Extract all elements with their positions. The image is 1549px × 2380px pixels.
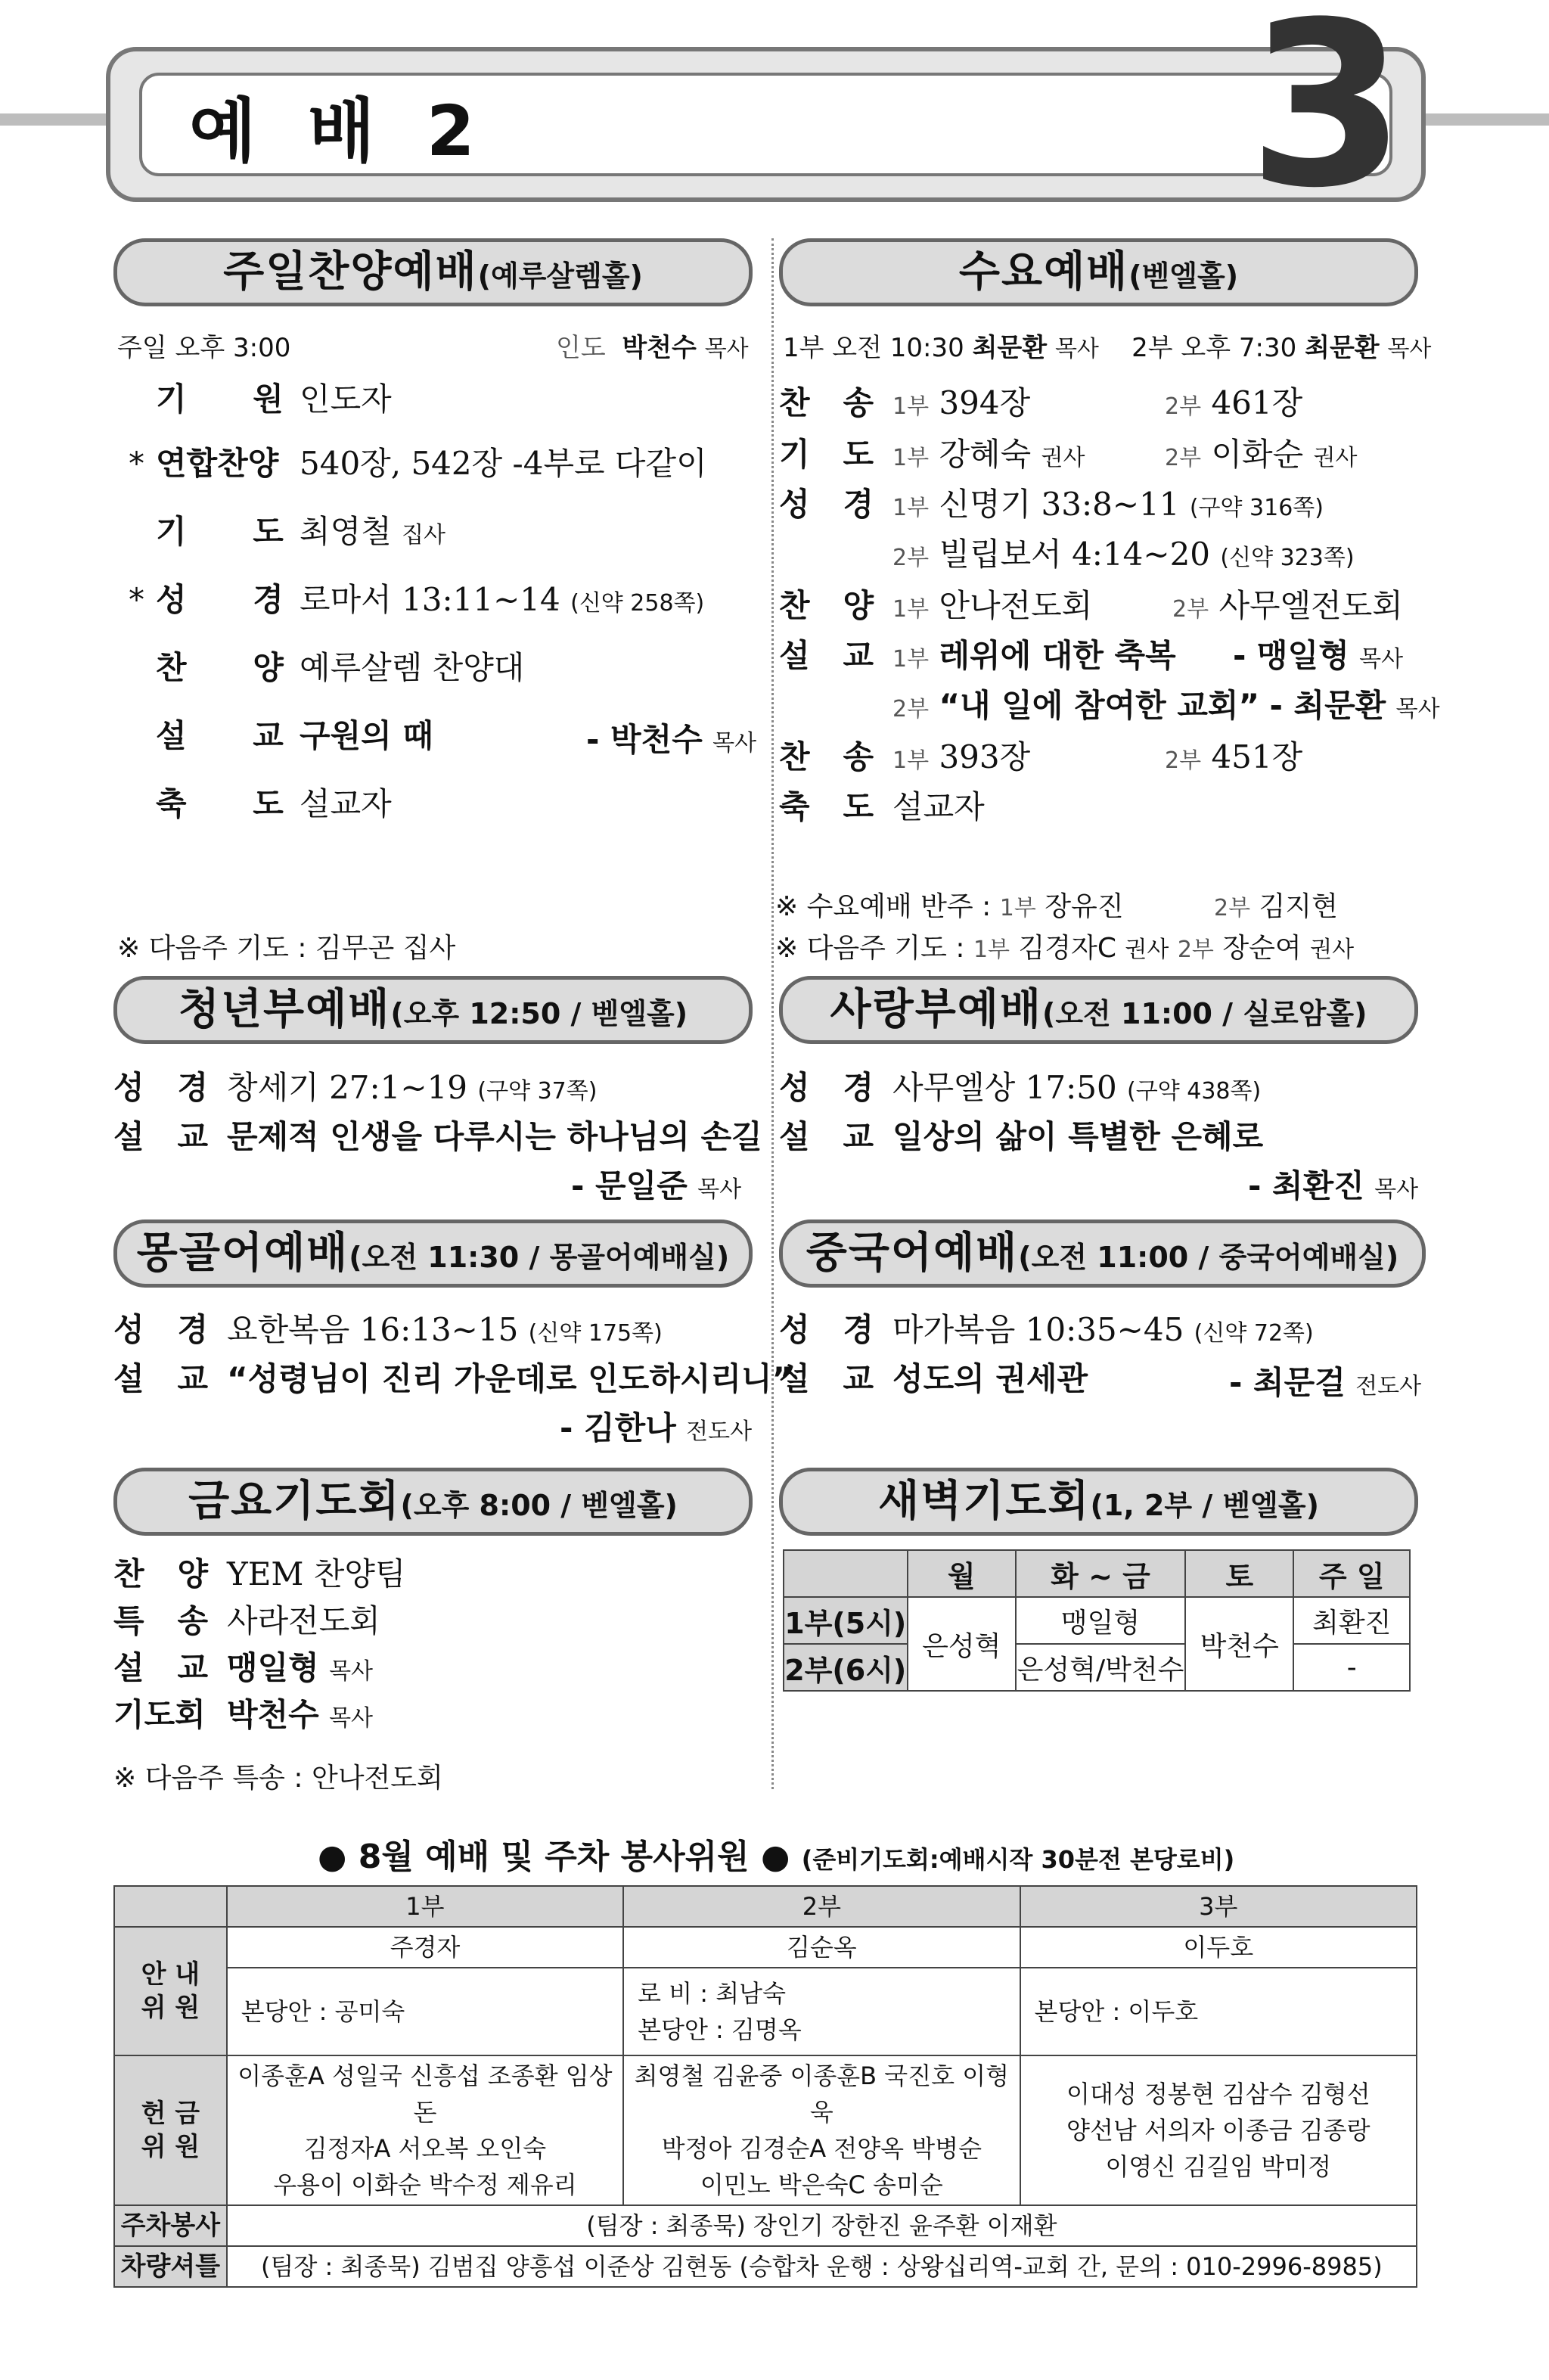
love-sermon: 설 교 일상의 삶이 특별한 은혜로 bbox=[779, 1118, 1264, 1155]
table-cell: 은성혁/박천수 bbox=[1016, 1644, 1185, 1691]
row-header: 차량셔틀 bbox=[114, 2246, 227, 2287]
love-preacher: - 최환진 목사 bbox=[1248, 1167, 1419, 1204]
table-cell: 김순옥 bbox=[623, 1927, 1020, 1968]
row-header: 1부(5시) bbox=[784, 1597, 908, 1644]
friday-prayer-header: 금요기도회(오후 8:00 / 벧엘홀) bbox=[113, 1468, 753, 1536]
table-cell: 박천수 bbox=[1185, 1597, 1293, 1691]
chinese-preacher: - 최문걸 전도사 bbox=[1229, 1364, 1422, 1401]
table-corner bbox=[114, 1886, 227, 1927]
love-service-header: 사랑부예배(오전 11:00 / 실로암홀) bbox=[779, 976, 1418, 1044]
order-item: * 성 경 로마서 13:11~14 (신약 258쪽) bbox=[129, 581, 705, 618]
wednesday-times: 1부 오전 10:30 최문환 목사 2부 오후 7:30 최문환 목사 bbox=[783, 333, 1432, 363]
youth-sermon: 설 교 문제적 인생을 다루시는 하나님의 손길 bbox=[113, 1118, 762, 1155]
sunday-time: 주일 오후 3:00 bbox=[117, 333, 291, 363]
mongol-scripture: 성 경 요한복음 16:13~15 (신약 175쪽) bbox=[113, 1311, 663, 1348]
table-cell: 로 비 : 최남숙 본당안 : 김명옥 bbox=[623, 1968, 1020, 2055]
wed-benediction: 축 도 설교자 bbox=[779, 788, 985, 825]
col-header: 주 일 bbox=[1293, 1550, 1410, 1597]
wed-prayer-2: 2부 이화순 권사 bbox=[1165, 436, 1358, 473]
friday-note: ※ 다음주 특송 : 안나전도회 bbox=[113, 1763, 443, 1794]
mongol-service-header: 몽골어예배(오전 11:30 / 몽골어예배실) bbox=[113, 1220, 753, 1288]
friday-item: 설 교 맹일형 목사 bbox=[113, 1649, 374, 1686]
youth-service-header: 청년부예배(오후 12:50 / 벧엘홀) bbox=[113, 976, 753, 1044]
chinese-scripture: 성 경 마가복음 10:35~45 (신약 72쪽) bbox=[779, 1311, 1314, 1348]
table-cell: 이두호 bbox=[1020, 1927, 1417, 1968]
table-cell: 은성혁 bbox=[908, 1597, 1016, 1691]
col-header: 토 bbox=[1185, 1550, 1293, 1597]
table-cell: (팀장 : 최종묵) 장인기 장한진 윤주환 이재환 bbox=[227, 2205, 1417, 2246]
page-number: 3 bbox=[1248, 0, 1406, 238]
order-item: 기 도 최영철 집사 bbox=[156, 513, 446, 550]
wed-note-prayer: ※ 다음주 기도 : 1부 김경자C 권사 2부 장순여 권사 bbox=[775, 933, 1355, 964]
wed-praise: 찬 양 1부 안나전도회 bbox=[779, 587, 1093, 624]
dawn-schedule-table bbox=[783, 1549, 1411, 1692]
table-corner bbox=[784, 1550, 908, 1597]
table-cell: 최환진 bbox=[1293, 1597, 1410, 1644]
love-scripture: 성 경 사무엘상 17:50 (구약 438쪽) bbox=[779, 1069, 1262, 1106]
wed-hymn-2: 2부 461장 bbox=[1165, 384, 1303, 421]
youth-preacher: - 문일준 목사 bbox=[571, 1167, 742, 1204]
column-divider bbox=[771, 238, 774, 1789]
dawn-prayer-header: 새벽기도회(1, 2부 / 벧엘홀) bbox=[779, 1468, 1418, 1536]
row-header: 주차봉사 bbox=[114, 2205, 227, 2246]
wed-note-accompany: ※ 수요예배 반주 : 1부 장유진 bbox=[775, 891, 1124, 922]
page-title: 예 배 2 bbox=[189, 91, 489, 172]
wed-scripture-2: 2부 빌립보서 4:14~20 (신약 323쪽) bbox=[892, 536, 1355, 573]
order-item: 찬 양 예루살렘 찬양대 bbox=[156, 649, 525, 686]
youth-scripture: 성 경 창세기 27:1~19 (구약 37쪽) bbox=[113, 1069, 598, 1106]
wed-hymn-end: 찬 송 1부 393장 bbox=[779, 738, 1031, 775]
table-cell: 주경자 bbox=[227, 1927, 623, 1968]
sunday-leader: 인도 박천수 목사 bbox=[556, 333, 749, 363]
volunteers-title: ● 8월 예배 및 주차 봉사위원 ● (준비기도회:예배시작 30분전 본당로비) bbox=[318, 1838, 1235, 1876]
wed-note-accompany-2: 2부 김지현 bbox=[1214, 891, 1338, 922]
friday-item: 기도회 박천수 목사 bbox=[113, 1696, 374, 1733]
wed-prayer: 기 도 1부 강혜숙 권사 bbox=[779, 436, 1085, 473]
col-header: 1부 bbox=[227, 1886, 623, 1927]
table-cell: 이종훈A 성일국 신흥섭 조종환 임상돈 김정자A 서오복 오인숙 우용이 이화순 박수정 제유리 bbox=[227, 2055, 623, 2205]
friday-item: 찬 양 YEM 찬양팀 bbox=[113, 1555, 406, 1592]
sunday-note: ※ 다음주 기도 : 김무곤 집사 bbox=[117, 933, 456, 964]
wed-sermon-by-1: - 맹일형 목사 bbox=[1233, 637, 1404, 674]
row-header: 안 내 위 원 bbox=[114, 1927, 227, 2055]
table-cell: 맹일형 bbox=[1016, 1597, 1185, 1644]
order-item: 기 원 인도자 bbox=[156, 381, 392, 418]
order-item: 축 도 설교자 bbox=[156, 785, 392, 822]
chinese-sermon: 설 교 성도의 권세관 bbox=[779, 1360, 1088, 1397]
wed-praise-2: 2부 사무엘전도회 bbox=[1172, 587, 1403, 624]
wed-hymn: 찬 송 1부 394장 bbox=[779, 384, 1031, 421]
volunteers-table bbox=[113, 1885, 1417, 2288]
order-item: * 연합찬양 540장, 542장 -4부로 다같이 bbox=[129, 445, 707, 482]
wed-sermon-2: 2부 “내 일에 참여한 교회” - 최문환 목사 bbox=[892, 687, 1440, 724]
row-header: 헌 금 위 원 bbox=[114, 2055, 227, 2205]
table-cell: 이대성 정봉현 김삼수 김형선 양선남 서의자 이종금 김종랑 이영신 김길임 박미정 bbox=[1020, 2055, 1417, 2205]
col-header: 화 ~ 금 bbox=[1016, 1550, 1185, 1597]
col-header: 3부 bbox=[1020, 1886, 1417, 1927]
wed-scripture: 성 경 1부 신명기 33:8~11 (구약 316쪽) bbox=[779, 486, 1324, 523]
wednesday-service-header: 수요예배(벧엘홀) bbox=[779, 238, 1418, 306]
table-cell: 본당안 : 공미숙 bbox=[227, 1968, 623, 2055]
table-cell: (팀장 : 최종묵) 김범집 양흥섭 이준상 김현동 (승합차 운행 : 상왕십리역-교회 간, 문의 : 010-2996-8985) bbox=[227, 2246, 1417, 2287]
chinese-service-header: 중국어예배(오전 11:00 / 중국어예배실) bbox=[779, 1220, 1426, 1288]
row-header: 2부(6시) bbox=[784, 1644, 908, 1691]
sunday-service-header: 주일찬양예배(예루살렘홀) bbox=[113, 238, 753, 306]
table-cell: 본당안 : 이두호 bbox=[1020, 1968, 1417, 2055]
col-header: 2부 bbox=[623, 1886, 1020, 1927]
wed-hymn-end-2: 2부 451장 bbox=[1165, 738, 1303, 775]
sunday-sermon-by: - 박천수 목사 bbox=[586, 721, 757, 758]
mongol-sermon: 설 교 “성령님이 진리 가운데로 인도하시리니” bbox=[113, 1360, 793, 1397]
order-item: 설 교 구원의 때 bbox=[156, 717, 433, 754]
wed-sermon: 설 교 1부 레위에 대한 축복 bbox=[779, 637, 1176, 674]
col-header: 월 bbox=[908, 1550, 1016, 1597]
friday-item: 특 송 사라전도회 bbox=[113, 1602, 380, 1639]
table-cell: 최영철 김윤중 이종훈B 국진호 이형욱 박정아 김경순A 전양옥 박병순 이민노 박은숙C 송미순 bbox=[623, 2055, 1020, 2205]
table-cell: - bbox=[1293, 1644, 1410, 1691]
mongol-preacher: - 김한나 전도사 bbox=[560, 1409, 753, 1446]
